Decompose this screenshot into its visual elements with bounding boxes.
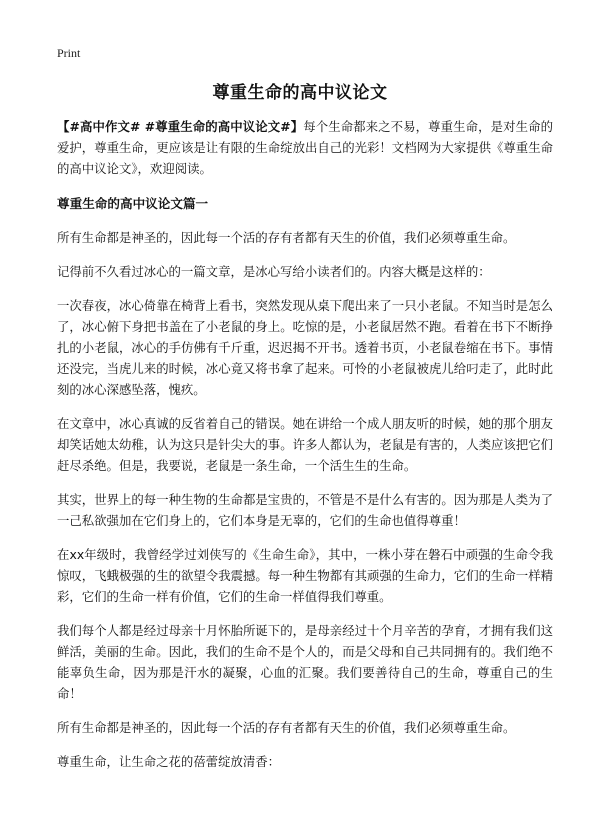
intro-paragraph	[57, 116, 553, 179]
intro-text: 每个生命都来之不易，尊重生命，是对生命的爱护，尊重生命，更应该是让有限的生命绽放出自己的光彩！文档网为大家提供《尊重生命的高中议论文》，欢迎阅读。	[57, 119, 554, 176]
paragraph-3: 一次春夜，冰心倚靠在椅背上看书，突然发现从桌下爬出来了一只小老鼠。不知当时是怎么了，冰心俯下身把书盖在了小老鼠的身上。吃惊的是，小老鼠居然不跑。看着在书下不断挣扎的小老鼠，冰心的手仿佛有千斤重，迟迟揭不开书。透着书页，小老鼠卷缩在书下。事情还没完，当虎儿来的时候，冰心竟又将书拿了起来。可怜的小老鼠被虎儿给叼走了，此时此刻的冰心深感坠落，愧疚。	[57, 298, 553, 397]
section-heading: 尊重生命的高中议论文篇一	[57, 196, 209, 211]
paragraph-7: 我们每个人都是经过母亲十月怀胎所诞下的，是母亲经过十个月辛苦的孕育，才拥有我们这鲜活，美丽的生命。因此，我们的生命不是个人的，而是父母和自己共同拥有的。我们绝不能辜负生命，因为那是汗水的凝聚，心血的汇聚。我们要善待自己的生命，尊重自己的生命！	[57, 623, 553, 701]
paragraph-4: 在文章中，冰心真诚的反省着自己的错误。她在讲给一个成人朋友听的时候，她的那个朋友却笑话她太幼稚，认为这只是针尖大的事。许多人都认为，老鼠是有害的，人类应该把它们赶尽杀绝。但是，我要说，老鼠是一条生命，一个活生生的生命。	[57, 416, 553, 473]
print-link[interactable]: Print	[57, 46, 81, 60]
page-title: 尊重生命的高中议论文	[212, 83, 388, 103]
paragraph-6: 在xx年级时，我曾经学过刘侠写的《生命生命》，其中，一株小芽在磐石中顽强的生命令我惊叹，飞蛾极强的生的欲望令我震撼。每一种生物都有其顽强的生命力，它们的生命一样精彩，它们的生命一样有价值，它们的生命一样值得我们尊重。	[57, 547, 553, 604]
paragraph-1: 所有生命都是神圣的，因此每一个活的存有者都有天生的价值，我们必须尊重生命。	[57, 230, 516, 245]
article-body	[57, 116, 553, 785]
intro-lead-tags: 【#高中作文# #尊重生命的高中议论文#】	[57, 119, 304, 134]
paragraph-2: 记得前不久看过冰心的一篇文章，是冰心写给小读者们的。内容大概是这样的：	[57, 264, 491, 279]
paragraph-8: 所有生命都是神圣的，因此每一个活的存有者都有天生的价值，我们必须尊重生命。	[57, 720, 516, 735]
paragraph-5: 其实，世界上的每一种生物的生命都是宝贵的，不管是不是什么有害的。因为那是人类为了一己私欲强加在它们身上的，它们本身是无辜的，它们的生命也值得尊重！	[57, 492, 553, 528]
paragraph-9: 尊重生命，让生命之花的蓓蕾绽放清香：	[57, 754, 281, 769]
